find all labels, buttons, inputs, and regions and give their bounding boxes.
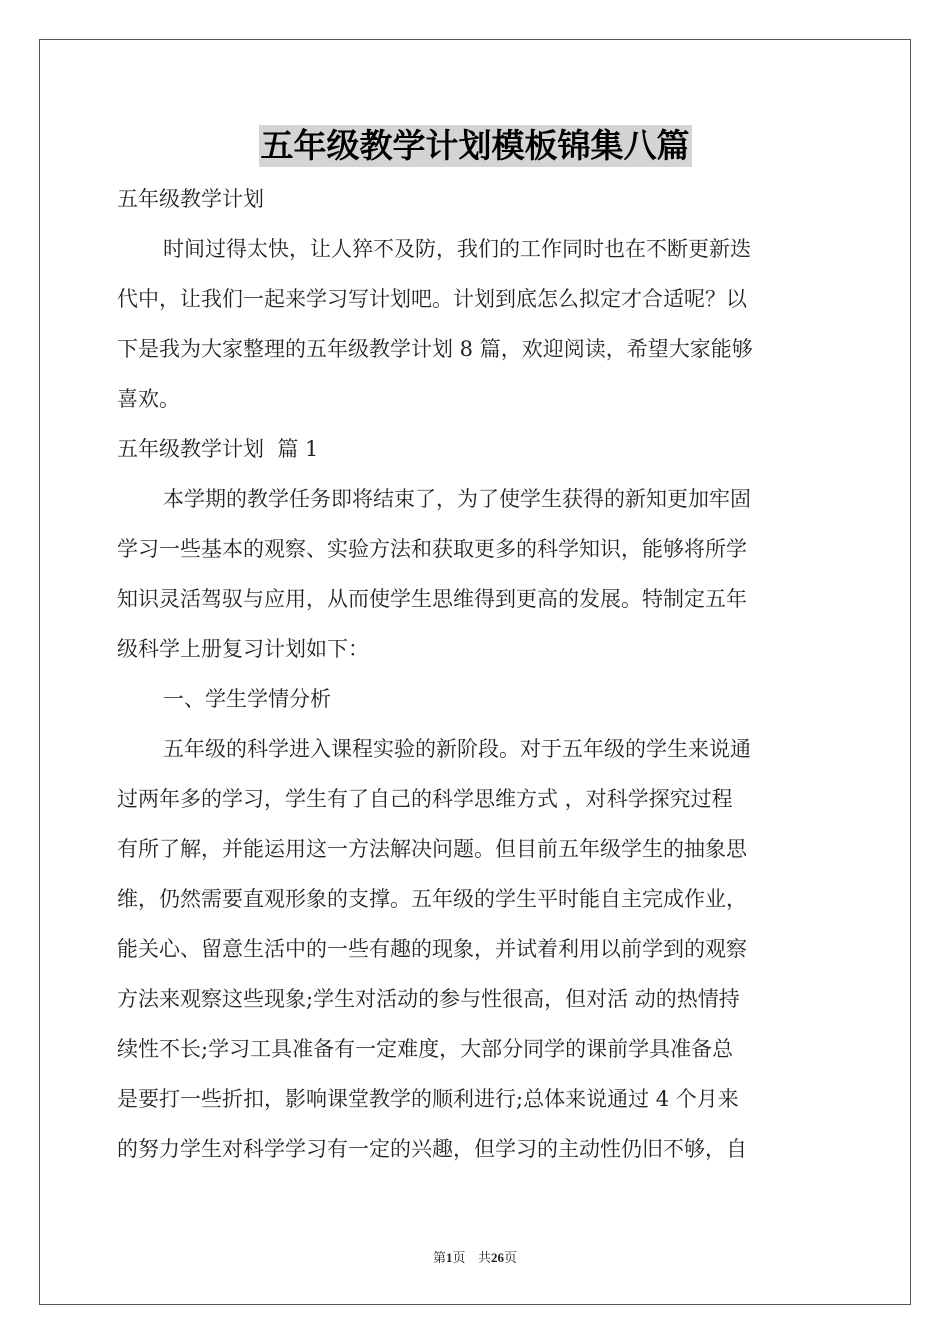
paragraph-line: 维，仍然需要直观形象的支撑。五年级的学生平时能自主完成作业， bbox=[117, 887, 747, 911]
paragraph-line: 有所了解，并能运用这一方法解决问题。但目前五年级学生的抽象思 bbox=[117, 837, 747, 861]
page-border bbox=[39, 39, 911, 1305]
paragraph-line: 时间过得太快，让人猝不及防，我们的工作同时也在不断更新迭 bbox=[163, 237, 751, 261]
document-title: 五年级教学计划模板锦集八篇 bbox=[260, 126, 690, 165]
paragraph-line: 的努力学生对科学学习有一定的兴趣，但学习的主动性仍旧不够，自 bbox=[117, 1137, 747, 1161]
page-prefix: 第 bbox=[433, 1251, 447, 1266]
page-number: 1 bbox=[446, 1250, 453, 1265]
paragraph-line: 续性不长;学习工具准备有一定难度，大部分同学的课前学具准备总 bbox=[117, 1037, 734, 1061]
paragraph-line: 能关心、留意生活中的一些有趣的现象，并试着利用以前学到的观察 bbox=[117, 937, 747, 961]
paragraph-line: 下是我为大家整理的五年级教学计划 8 篇，欢迎阅读，希望大家能够 bbox=[117, 337, 753, 361]
title-container bbox=[0, 125, 950, 167]
total-pages: 26 bbox=[490, 1250, 504, 1265]
paragraph-line: 方法来观察这些现象;学生对活动的参与性很高，但对活 动的热情持 bbox=[117, 987, 740, 1011]
paragraph-line: 五年级的科学进入课程实验的新阶段。对于五年级的学生来说通 bbox=[163, 737, 751, 761]
section-heading: 五年级教学计划 篇 1 bbox=[117, 437, 319, 461]
subsection-heading: 一、学生学情分析 bbox=[163, 687, 331, 711]
paragraph-line: 学习一些基本的观察、实验方法和获取更多的科学知识，能够将所学 bbox=[117, 537, 747, 561]
paragraph-line: 级科学上册复习计划如下： bbox=[117, 637, 369, 661]
paragraph-line: 过两年多的学习，学生有了自己的科学思维方式 ，对科学探究过程 bbox=[117, 787, 733, 811]
paragraph-line: 知识灵活驾驭与应用，从而使学生思维得到更高的发展。特制定五年 bbox=[117, 587, 747, 611]
paragraph-line: 代中，让我们一起来学习写计划吧。计划到底怎么拟定才合适呢？以 bbox=[117, 287, 747, 311]
total-prefix: 共 bbox=[477, 1251, 491, 1266]
total-unit: 页 bbox=[503, 1251, 517, 1266]
page-footer bbox=[0, 1247, 950, 1266]
paragraph-line: 是要打一些折扣，影响课堂教学的顺利进行;总体来说通过 4 个月来 bbox=[117, 1087, 739, 1111]
paragraph-line: 本学期的教学任务即将结束了，为了使学生获得的新知更加牢固 bbox=[163, 487, 751, 511]
paragraph-line: 喜欢。 bbox=[117, 387, 180, 411]
page-unit: 页 bbox=[452, 1251, 466, 1266]
section-heading: 五年级教学计划 bbox=[117, 187, 264, 211]
